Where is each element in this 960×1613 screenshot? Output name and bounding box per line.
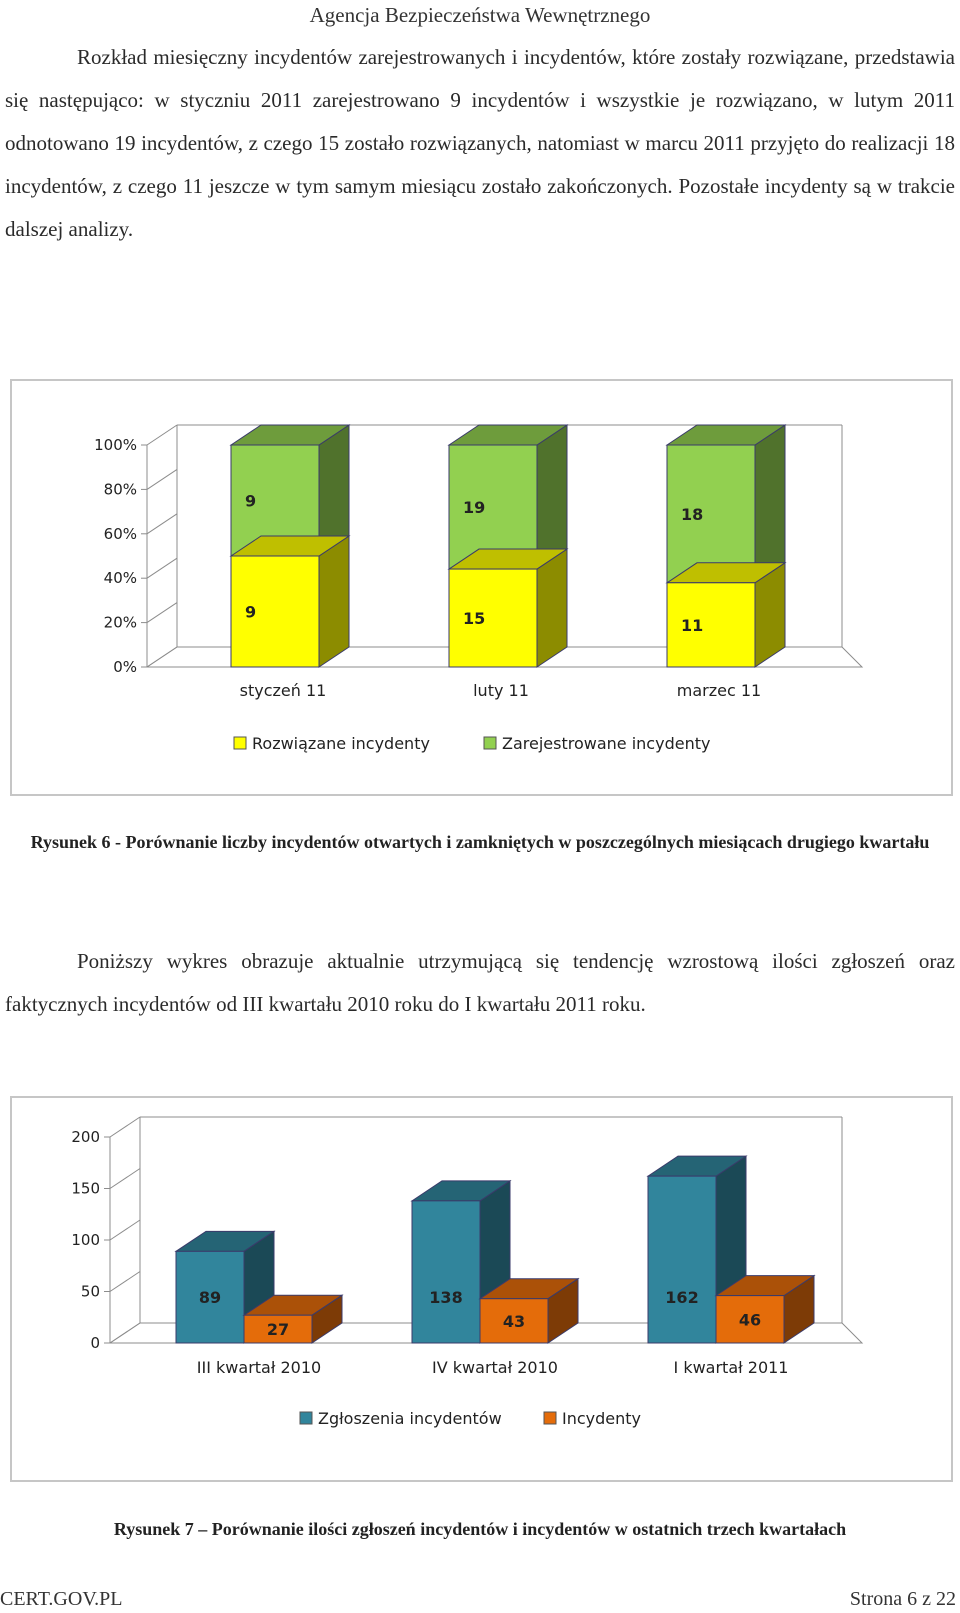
paragraph-text: Poniższy wykres obrazuje aktualnie utrzymującą się tendencję wzrostową ilości zgłoszeń oraz faktycznych incydentów od III kwartału 2010 roku do I kwartału 2011 roku. xyxy=(5,949,955,1016)
gridline-side xyxy=(147,469,177,489)
y-tick-label: 100 xyxy=(71,1231,100,1249)
chart-monthly-incidents xyxy=(10,379,953,796)
gridline-side xyxy=(147,647,177,667)
x-tick-label: marzec 11 xyxy=(676,681,762,700)
x-tick-label: III kwartał 2010 xyxy=(196,1358,322,1377)
x-tick-label: I kwartał 2011 xyxy=(673,1358,789,1377)
x-tick-label: IV kwartał 2010 xyxy=(432,1358,558,1377)
legend-label-incydenty: Incydenty xyxy=(562,1409,642,1428)
legend-label-zgloszenia: Zgłoszenia incydentów xyxy=(318,1409,502,1428)
y-tick-label: 60% xyxy=(103,524,137,543)
data-label-rozwiazane: 9 xyxy=(245,602,257,622)
legend-label-zarejestrowane: Zarejestrowane incydenty xyxy=(502,734,711,753)
paragraph-text: Rozkład miesięczny incydentów zarejestrowanych i incydentów, które zostały rozwiązane, przedstawia się następująco: w styczniu 2011 zarejestrowano 9 incydentów i wszystkie je rozwiązano, w lutym 2011 odnotowano 19 incydentów, z czego 15 zostało rozwiązanych, natomiast w marcu 2011 przyjęto do realizacji 18 incydentów, z czego 11 jeszcze w tym samym miesiącu zostało zakończonych. Pozostałe incydenty są w trakcie dalszej analizy. xyxy=(5,45,955,241)
bar-rozwiazane-side xyxy=(319,536,349,667)
bar-zarejestrowane-side xyxy=(755,425,785,583)
x-tick-label: luty 11 xyxy=(473,681,529,700)
y-tick-label: 50 xyxy=(80,1282,100,1301)
data-label-rozwiazane: 11 xyxy=(681,615,704,635)
gridline-side xyxy=(110,1169,140,1189)
y-tick-label: 0% xyxy=(113,658,137,676)
y-tick-label: 0 xyxy=(90,1334,100,1352)
data-label-zarejestrowane: 9 xyxy=(245,491,257,511)
data-label-zarejestrowane: 19 xyxy=(463,498,486,518)
figure-6-caption: Rysunek 6 - Porównanie liczby incydentów otwartych i zamkniętych w poszczególnych miesiącach drugiego kwartału xyxy=(30,832,930,852)
gridline-side xyxy=(147,558,177,578)
paragraph-trend xyxy=(5,940,955,1026)
data-label-zgloszenia: 162 xyxy=(665,1288,699,1307)
footer-site: CERT.GOV.PL xyxy=(0,1588,123,1610)
data-label-incydenty: 27 xyxy=(266,1320,290,1340)
data-label-zarejestrowane: 18 xyxy=(681,504,704,524)
figure-7-caption: Rysunek 7 – Porównanie ilości zgłoszeń incydentów i incydentów w ostatnich trzech kwartałach xyxy=(113,1519,847,1539)
page-header-title: Agencja Bezpieczeństwa Wewnętrznego xyxy=(309,3,651,27)
y-tick-label: 200 xyxy=(71,1128,100,1146)
gridline-side xyxy=(147,425,177,445)
legend-label-rozwiazane: Rozwiązane incydenty xyxy=(252,734,430,753)
bar-rozwiazane-side xyxy=(537,549,567,667)
data-label-incydenty: 43 xyxy=(502,1311,526,1331)
legend-swatch-incydenty xyxy=(544,1412,556,1424)
data-label-rozwiazane: 15 xyxy=(463,609,486,629)
y-tick-label: 20% xyxy=(103,613,137,632)
y-tick-label: 40% xyxy=(103,569,137,588)
gridline-side xyxy=(110,1220,140,1240)
chart-monthly-incidents-svg xyxy=(12,381,955,798)
chart-quarterly-reports xyxy=(10,1096,953,1482)
bar-zgloszenia xyxy=(648,1176,716,1343)
y-tick-label: 80% xyxy=(103,480,137,499)
paragraph-monthly-distribution xyxy=(5,36,955,251)
data-label-incydenty: 46 xyxy=(738,1310,762,1330)
gridline-side xyxy=(147,603,177,623)
legend-swatch-zarejestrowane xyxy=(484,737,496,749)
x-tick-label: styczeń 11 xyxy=(239,681,327,700)
gridline-side xyxy=(147,514,177,534)
data-label-zgloszenia: 89 xyxy=(198,1288,222,1307)
legend-swatch-rozwiazane xyxy=(234,737,246,749)
footer-page-number: Strona 6 z 22 xyxy=(849,1588,956,1610)
bar-zarejestrowane-side xyxy=(537,425,567,569)
y-tick-label: 100% xyxy=(94,436,137,454)
gridline-side xyxy=(110,1117,140,1137)
legend-swatch-zgloszenia xyxy=(300,1412,312,1424)
gridline-side xyxy=(110,1272,140,1292)
data-label-zgloszenia: 138 xyxy=(429,1288,463,1307)
y-tick-label: 150 xyxy=(71,1179,100,1198)
bar-zgloszenia xyxy=(412,1201,480,1343)
gridline-side xyxy=(110,1323,140,1343)
chart-quarterly-reports-svg xyxy=(12,1098,955,1484)
